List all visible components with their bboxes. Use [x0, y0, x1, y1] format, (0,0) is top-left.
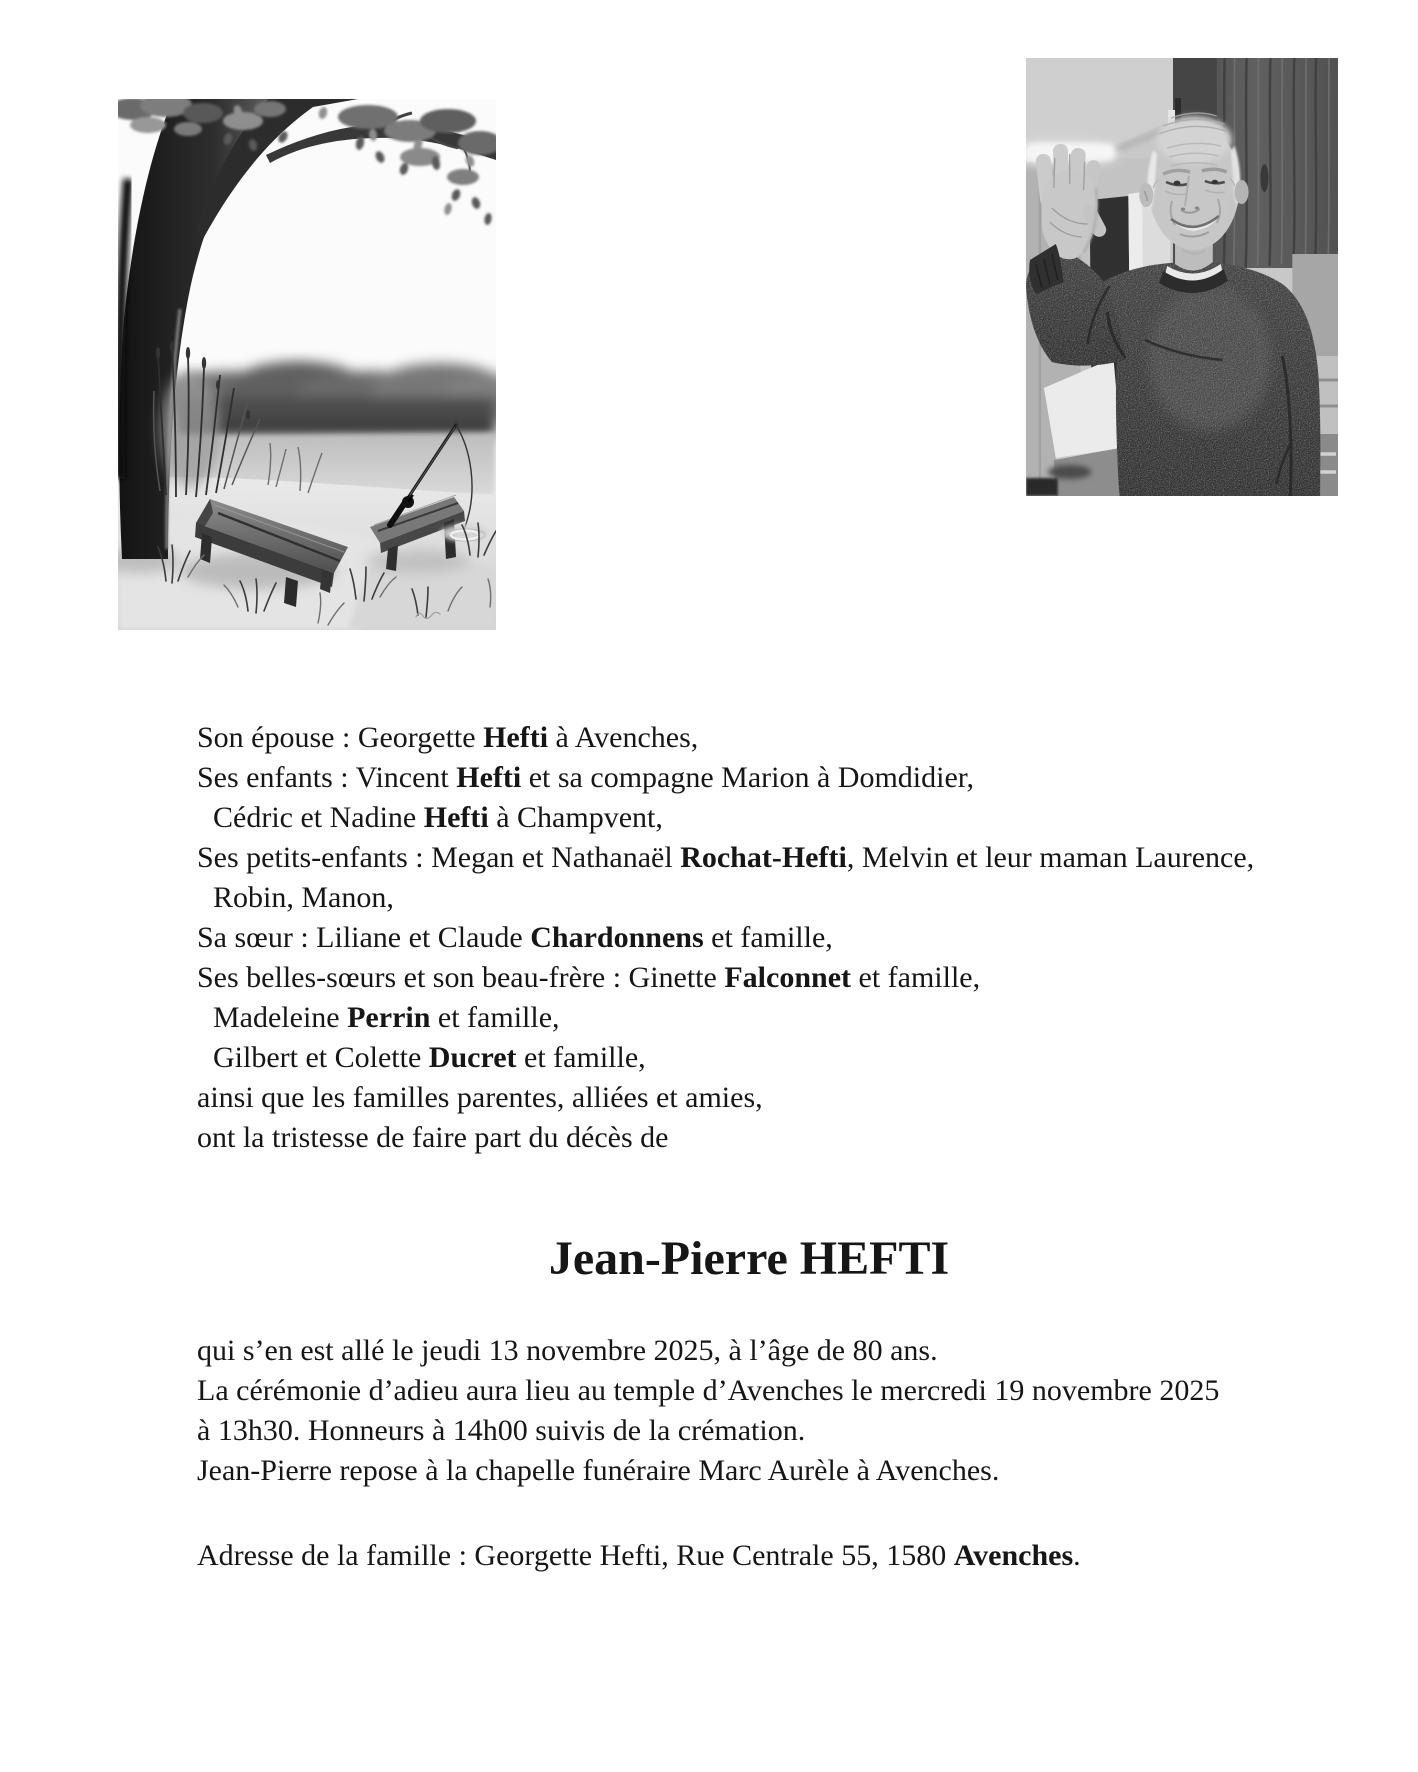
family-announcement-block: [197, 718, 1377, 1158]
family-line: [197, 958, 1377, 998]
text-segment: ont la tristesse de faire part du décès de: [197, 1121, 669, 1154]
text-segment: et famille,: [703, 921, 833, 954]
family-line: [197, 838, 1377, 878]
text-segment: , Melvin et leur maman Laurence,: [846, 841, 1255, 874]
text-segment: Jean-Pierre repose à la chapelle funéraire Marc Aurèle à Avenches.: [197, 1454, 1000, 1487]
text-segment: à 13h30. Honneurs à 14h00 suivis de la crémation.: [197, 1414, 806, 1447]
text-segment: Ses enfants : Vincent: [197, 761, 457, 794]
text-segment: ainsi que les familles parentes, alliées et amies,: [197, 1081, 763, 1114]
deceased-name-title: Jean-Pierre HEFTI: [548, 1232, 950, 1285]
bold-family-name: Hefti: [483, 721, 549, 754]
illustration-svg: [118, 99, 496, 630]
portrait-photo: [1026, 58, 1338, 496]
family-line: [197, 998, 1377, 1038]
text-segment: Gilbert et Colette: [213, 1041, 429, 1074]
text-segment: Sa sœur : Liliane et Claude: [197, 921, 531, 954]
text-segment: Adresse de la famille : Georgette Hefti, Rue Centrale 55, 1580: [197, 1539, 954, 1572]
text-segment: à Champvent,: [488, 801, 663, 834]
ceremony-details-block: [197, 1331, 1377, 1491]
portrait-svg: [1026, 58, 1338, 496]
text-segment: et famille,: [430, 1001, 560, 1034]
text-segment: Ses belles-sœurs et son beau-frère : Ginette: [197, 961, 725, 994]
text-segment: .: [1073, 1539, 1081, 1572]
bold-family-name: Ducret: [428, 1041, 517, 1074]
announcement-line: [197, 1411, 1377, 1451]
bold-family-name: Avenches: [953, 1539, 1074, 1572]
family-line: [197, 758, 1377, 798]
text-segment: et famille,: [851, 961, 981, 994]
lakeside-bench-illustration: [118, 99, 496, 630]
family-line: [197, 1078, 1377, 1118]
bold-family-name: Hefti: [456, 761, 522, 794]
family-line: [197, 918, 1377, 958]
text-segment: qui s’en est allé le jeudi 13 novembre 2025, à l’âge de 80 ans.: [197, 1334, 938, 1367]
announcement-line: [197, 1371, 1377, 1411]
family-address-line: [197, 1536, 1397, 1576]
text-segment: Robin, Manon,: [213, 881, 394, 914]
text-segment: et sa compagne Marion à Domdidier,: [521, 761, 975, 794]
bold-family-name: Hefti: [423, 801, 489, 834]
family-line: [197, 1038, 1377, 1078]
text-segment: Ses petits-enfants : Megan et Nathanaël: [197, 841, 681, 874]
text-segment: Son épouse : Georgette: [197, 721, 484, 754]
text-segment: à Avenches,: [548, 721, 699, 754]
family-line: [197, 1118, 1377, 1158]
text-segment: Madeleine: [213, 1001, 348, 1034]
bold-family-name: Perrin: [347, 1001, 431, 1034]
family-line: [197, 878, 1377, 918]
announcement-line: [197, 1331, 1377, 1371]
announcement-line: [197, 1451, 1377, 1491]
family-line: [197, 718, 1377, 758]
bold-family-name: Chardonnens: [530, 921, 704, 954]
family-line: [197, 798, 1377, 838]
bold-family-name: Falconnet: [724, 961, 851, 994]
text-segment: La cérémonie d’adieu aura lieu au temple d’Avenches le mercredi 19 novembre 2025: [197, 1374, 1220, 1407]
bold-family-name: Rochat-Hefti: [680, 841, 847, 874]
text-segment: et famille,: [516, 1041, 646, 1074]
text-segment: Cédric et Nadine: [213, 801, 424, 834]
